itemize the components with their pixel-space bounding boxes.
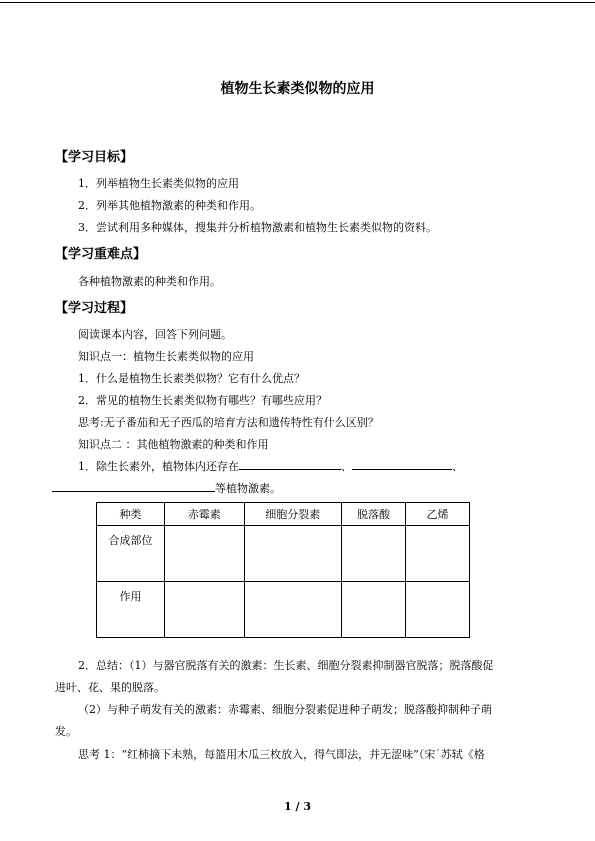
question-1: 1．什么是植物生长素类似物？它有什么优点？ (78, 372, 305, 385)
knowledge-point-2-title: 知识点二 ：其他植物激素的种类和作用 (78, 438, 269, 451)
think-question-0: 思考:无子番茄和无子西瓜的培育方法和遗传特性有什么区别？ (78, 416, 379, 429)
objectives-heading: 【学习目标】 (55, 150, 134, 165)
table-cell[interactable] (164, 582, 244, 638)
objective-item-3: 3．尝试利用多种媒体，搜集并分析植物激素和植物生长素类似物的资料。 (78, 221, 437, 234)
table-header-cell: 细胞分裂素 (244, 503, 341, 526)
fill-in-line-2 (52, 480, 281, 496)
page-title: 植物生长素类似物的应用 (220, 81, 375, 97)
table-header-cell: 乙烯 (405, 503, 469, 526)
process-heading: 【学习过程】 (55, 301, 134, 316)
fill-separator-2: 、 (452, 460, 463, 473)
process-intro: 阅读课本内容，回答下列问题。 (78, 328, 232, 341)
summary-2-line-2: 进叶、花、果的脱落。 (55, 681, 165, 694)
knowledge-point-1-title: 知识点一：植物生长素类似物的应用 (78, 350, 254, 363)
objective-item-1: 1．列举植物生长素类似物的应用 (78, 177, 239, 190)
table-cell[interactable] (341, 526, 405, 582)
page-number: 1 / 3 (284, 800, 311, 813)
key-points-text: 各种植物激素的种类和作用。 (78, 275, 221, 288)
table-row (97, 582, 470, 638)
row-label-function: 作用 (97, 582, 165, 638)
fill-blank-1[interactable] (239, 458, 341, 470)
table-header-row (97, 503, 470, 526)
fill-blank-2[interactable] (352, 458, 452, 470)
table-cell[interactable] (341, 582, 405, 638)
table-header-cell: 种类 (97, 503, 165, 526)
hormone-table (96, 502, 470, 638)
table-header-cell: 赤霉素 (164, 503, 244, 526)
summary-2-line-1: 2．总结：（1）与器官脱落有关的激素：生长素、细胞分裂素抑制器官脱落；脱落酸促 (78, 659, 494, 672)
fill-suffix: 等植物激素。 (215, 482, 281, 495)
fill-separator-1: 、 (341, 460, 352, 473)
row-label-synthesis-site: 合成部位 (97, 526, 165, 582)
table-cell[interactable] (244, 526, 341, 582)
think-question-1: 思考 1：“红柿摘下未熟，每篮用木瓜三枚放入，得气即法，并无涩味”（宋˙苏轼《格 (78, 748, 485, 761)
objective-item-2: 2．列举其他植物激素的种类和作用。 (78, 199, 261, 212)
table-cell[interactable] (244, 582, 341, 638)
fill-blank-3[interactable] (52, 480, 215, 492)
table-header-cell: 脱落酸 (341, 503, 405, 526)
summary-3-line-1: （2）与种子萌发有关的激素：赤霉素、细胞分裂素促进种子萌发；脱落酸抑制种子萌 (78, 703, 492, 716)
fill-prefix: 1．除生长素外，植物体内还存在 (78, 460, 239, 473)
table-cell[interactable] (164, 526, 244, 582)
fill-in-line-1 (78, 458, 463, 474)
table-cell[interactable] (405, 582, 469, 638)
table-row (97, 526, 470, 582)
question-2: 2．常见的植物生长素类似物有哪些？有哪些应用？ (78, 394, 327, 407)
table-cell[interactable] (405, 526, 469, 582)
summary-3-line-2: 发。 (55, 725, 77, 738)
key-points-heading: 【学习重难点】 (55, 247, 147, 262)
page-top-rule (0, 2, 595, 3)
